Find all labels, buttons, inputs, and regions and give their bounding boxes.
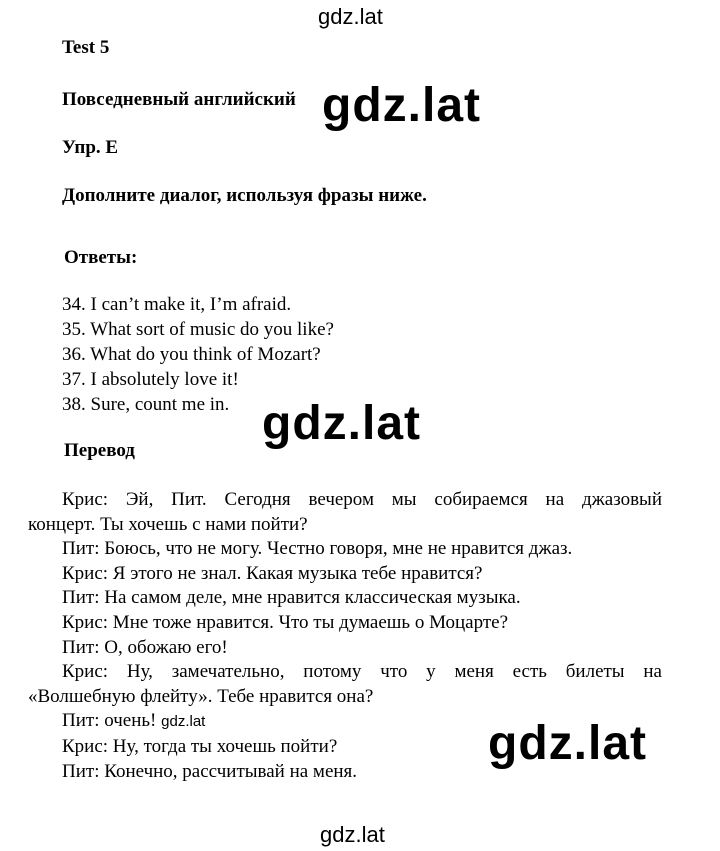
answer-34: 34. I can’t make it, I’m afraid. (62, 294, 292, 315)
dialogue-line: Крис: Я этого не знал. Какая музыка тебе нравится? (62, 562, 483, 584)
answer-38: 38. Sure, count me in. (62, 394, 230, 415)
dialogue-line: Пит: На самом деле, мне нравится классическая музыка. (62, 587, 521, 609)
dialogue-line-with-mark (28, 709, 662, 735)
watermark-bottom: gdz.lat (320, 822, 385, 847)
dialogue-line: Крис: Ну, тогда ты хочешь пойти? (62, 735, 338, 757)
dialogue-line: «Волшебную флейту». Тебе нравится она? (28, 685, 374, 707)
dialogue-line: Пит: О, обожаю его! (62, 636, 228, 658)
answer-35: 35. What sort of music do you like? (62, 319, 334, 340)
watermark-large-3: gdz.lat (488, 717, 647, 770)
test-title: Test 5 (62, 37, 110, 58)
section-title: Повседневный английский (62, 89, 296, 110)
dialogue-line: Пит: Боюсь, что не могу. Честно говоря, мне не нравится джаз. (62, 538, 573, 560)
answer-37: 37. I absolutely love it! (62, 369, 239, 390)
dialogue-line: Крис: Ну, замечательно, потому что у меня есть билеты на (62, 661, 662, 683)
dialogue-line: Пит: очень! (62, 710, 157, 732)
task-text: Дополните диалог, используя фразы ниже. (62, 185, 427, 206)
translation-heading: Перевод (64, 440, 135, 461)
watermark-inline: gdz.lat (161, 713, 206, 731)
answers-heading: Ответы: (64, 247, 138, 268)
exercise-title: Упр. E (62, 137, 119, 158)
dialogue-line: концерт. Ты хочешь с нами пойти? (28, 513, 308, 535)
dialogue-text (28, 488, 662, 784)
dialogue-line: Крис: Эй, Пит. Сегодня вечером мы собираемся на джазовый (62, 489, 662, 510)
answer-36: 36. What do you think of Mozart? (62, 344, 321, 365)
dialogue-line: Крис: Мне тоже нравится. Что ты думаешь о Моцарте? (62, 611, 509, 633)
watermark-large-2: gdz.lat (262, 397, 421, 450)
watermark-top: gdz.lat (318, 4, 383, 29)
dialogue-line: Пит: Конечно, рассчитывай на меня. (62, 760, 358, 782)
watermark-large-1: gdz.lat (322, 79, 481, 132)
